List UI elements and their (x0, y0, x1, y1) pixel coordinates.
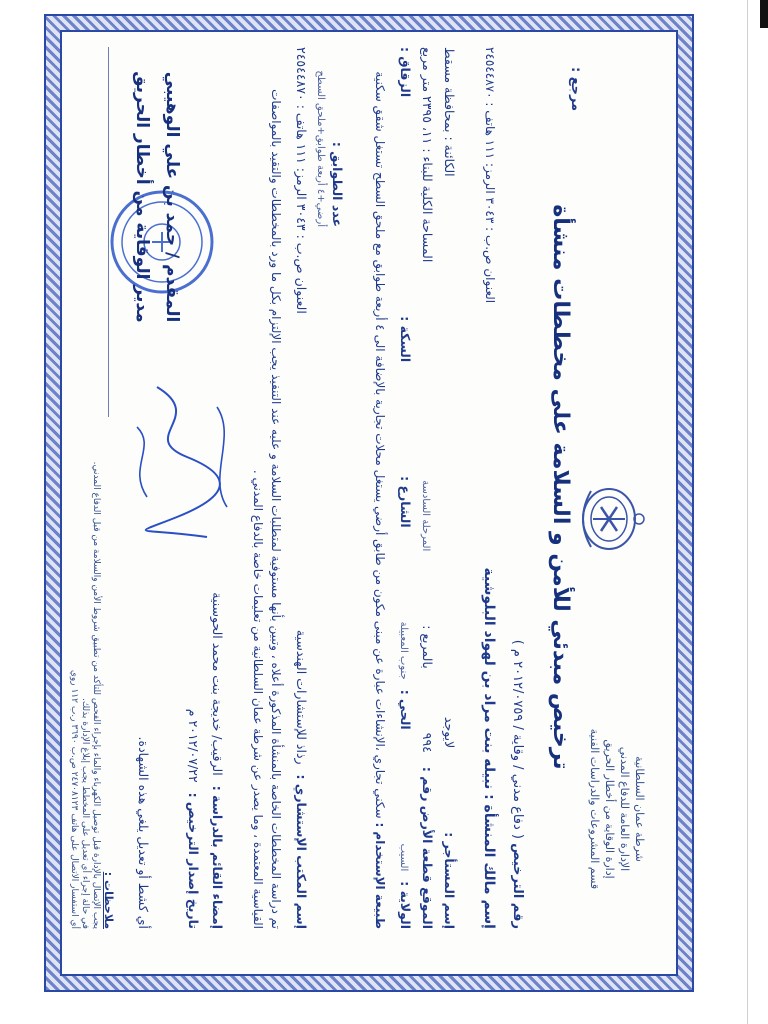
consultant-row (294, 47, 309, 929)
floors-value: أرضي+٤ أربعة طوابق+ملحق السطح (315, 70, 326, 227)
wilayat-label: الولاية : (398, 881, 413, 929)
certificate-paper (60, 30, 678, 976)
signer-label: إمضاء القائم بالدراسة : (210, 785, 225, 929)
license-number (510, 640, 525, 929)
floors-label: عدد الطوابق : (330, 141, 345, 227)
consultant-value: رذاذ للإستشارات الهندسية (294, 629, 309, 765)
owner-label: إسم مالك المنشأة : (481, 794, 497, 929)
plot-label: الموقع قطعة الأرض رقم : (420, 766, 435, 929)
note-3: أي استفسار الاتصال على هاتف ٢٤٧٠٨١٢٣ ص.ب ٣٦٩٠ ر.ب ١١٢ روي (69, 669, 79, 929)
date-value: ٢٠١٢/٠٧/٢٢ م (186, 708, 201, 783)
police-emblem-icon (571, 479, 651, 559)
note-1: يجب الإتصال بالإدارة قبل توصيل الكهرباء والماء بإجراء الفحص للتأكد من تطبيق شروط الأمن والسلامة من قبل الدفاع المدني. (91, 461, 101, 929)
wilayat-value: السيب (398, 843, 409, 872)
officer-name: المقدم / حمد بن علي الوهيبي (162, 71, 182, 323)
wilayat-row (398, 47, 413, 929)
street-label: الشارع : (398, 476, 413, 528)
owner-address: العنوان ص.ب : ٣٠٤٣ الرمز: ١١١ هاتف : ٢٤٥٤٤٨٧٠ (483, 47, 497, 304)
certificate-content (65, 27, 657, 947)
org-line-1: شرطة عمان السلطانية (633, 756, 646, 862)
officer-block (127, 47, 187, 347)
reference-label: مرجع : (568, 67, 583, 112)
certificate-border (44, 14, 694, 992)
way-label: السكة : (398, 316, 413, 363)
org-line-4: قسم المشروعات والدراسات الفنية (588, 728, 601, 890)
owner-name: نبيله بنت مراد بن لهواد البلوشية (481, 567, 497, 790)
district-value: جنوب المعبيلة (398, 621, 409, 680)
plot-row (420, 47, 435, 929)
alley-label: الزقاق : (398, 47, 413, 98)
governorate: الكائنة : بمحافظة مسقط (442, 47, 457, 177)
usage-label: طبيعة الإستخدام : (373, 822, 387, 929)
org-line-3: إدارة الوقاية من أخطار الحريق (603, 739, 616, 879)
consultant-label: إسم المكتب الإستشاري : (294, 774, 309, 929)
officer-title: مدير الوقاية من أخطار الحريق (132, 71, 152, 323)
scan-edge (746, 0, 768, 1024)
owner-row (481, 567, 497, 929)
scan-mark (760, 0, 768, 28)
approval-text: تم دراسة المخططات الخاصة بالمنشأة المذكورة أعلاه ، وتبين بأنها مستوفية لمتطلبات السلامة و عليه عند التنفيذ يجب الإلتزام بكل ما ورد بالمخططات والتقيد بالمواصفات القياسية المعتمدة ، وما يصدر عن شرطة عمان السلطانية من تعليمات خاصة بالدفاع المدني . (251, 89, 283, 929)
notes-title: ملاحظات : (102, 871, 115, 929)
signer-value: الرقيب/ خديجة بنت محمد الحوسنية (210, 592, 225, 776)
footer-divider (108, 47, 109, 417)
org-line-2: الإدارة العامة للدفاع المدني (618, 746, 631, 872)
consultant-address: العنوان ص.ب : ٣٠٤٣ الرمز: ١١١ هاتف : ٢٤٥٤٤٨٧٠ (294, 47, 309, 314)
scan-line (747, 0, 748, 1024)
tenant-label: إسم المستأجر : (442, 832, 457, 929)
stage-value: المرحلة السادسة (420, 480, 431, 552)
license-number-value: ( دفاع مدني / وقاية / ٢٠١٢/٠٧٥٩ م ) (510, 639, 525, 839)
usage-row (371, 47, 389, 929)
tenant-value: لايوجد (442, 716, 457, 749)
total-area: المساحة الكلية للبناء : ١١، ٢٣٩٥ متر مربع (420, 47, 435, 263)
floors-row (315, 47, 345, 227)
plot-value: ٩٩٤ (420, 732, 435, 753)
license-number-label: رقم الترخيص (510, 843, 525, 929)
certificate-title: ترخيص مبدئي للأمن و السلامة على مخططات منشأة (548, 204, 573, 770)
notes-list (68, 47, 101, 929)
square-label: بالمربع : (420, 625, 435, 669)
validity-note: أي كشط أو تعديل يلغي هذه الشهادة. (136, 736, 151, 929)
district-label: الحي : (398, 689, 413, 730)
date-label: تاريخ إصدار الترخيص : (186, 792, 201, 929)
handwritten-signature (117, 377, 247, 547)
usage-value: سكني تجاري ،الإنشاءات عبارة عن مبنى مكون من طابق أرضي يستغل محلات تجارية بالإضافة الى ٤ أربعة طوابق مع ملحق السطح تستغل شقق سكنية (373, 71, 387, 819)
organization-header (587, 689, 647, 929)
tenant-row (442, 47, 457, 929)
note-2: في حالة إجراء أي تعديل على المخطط يجب إبلاغ الإدارة بذلك. (80, 697, 90, 929)
